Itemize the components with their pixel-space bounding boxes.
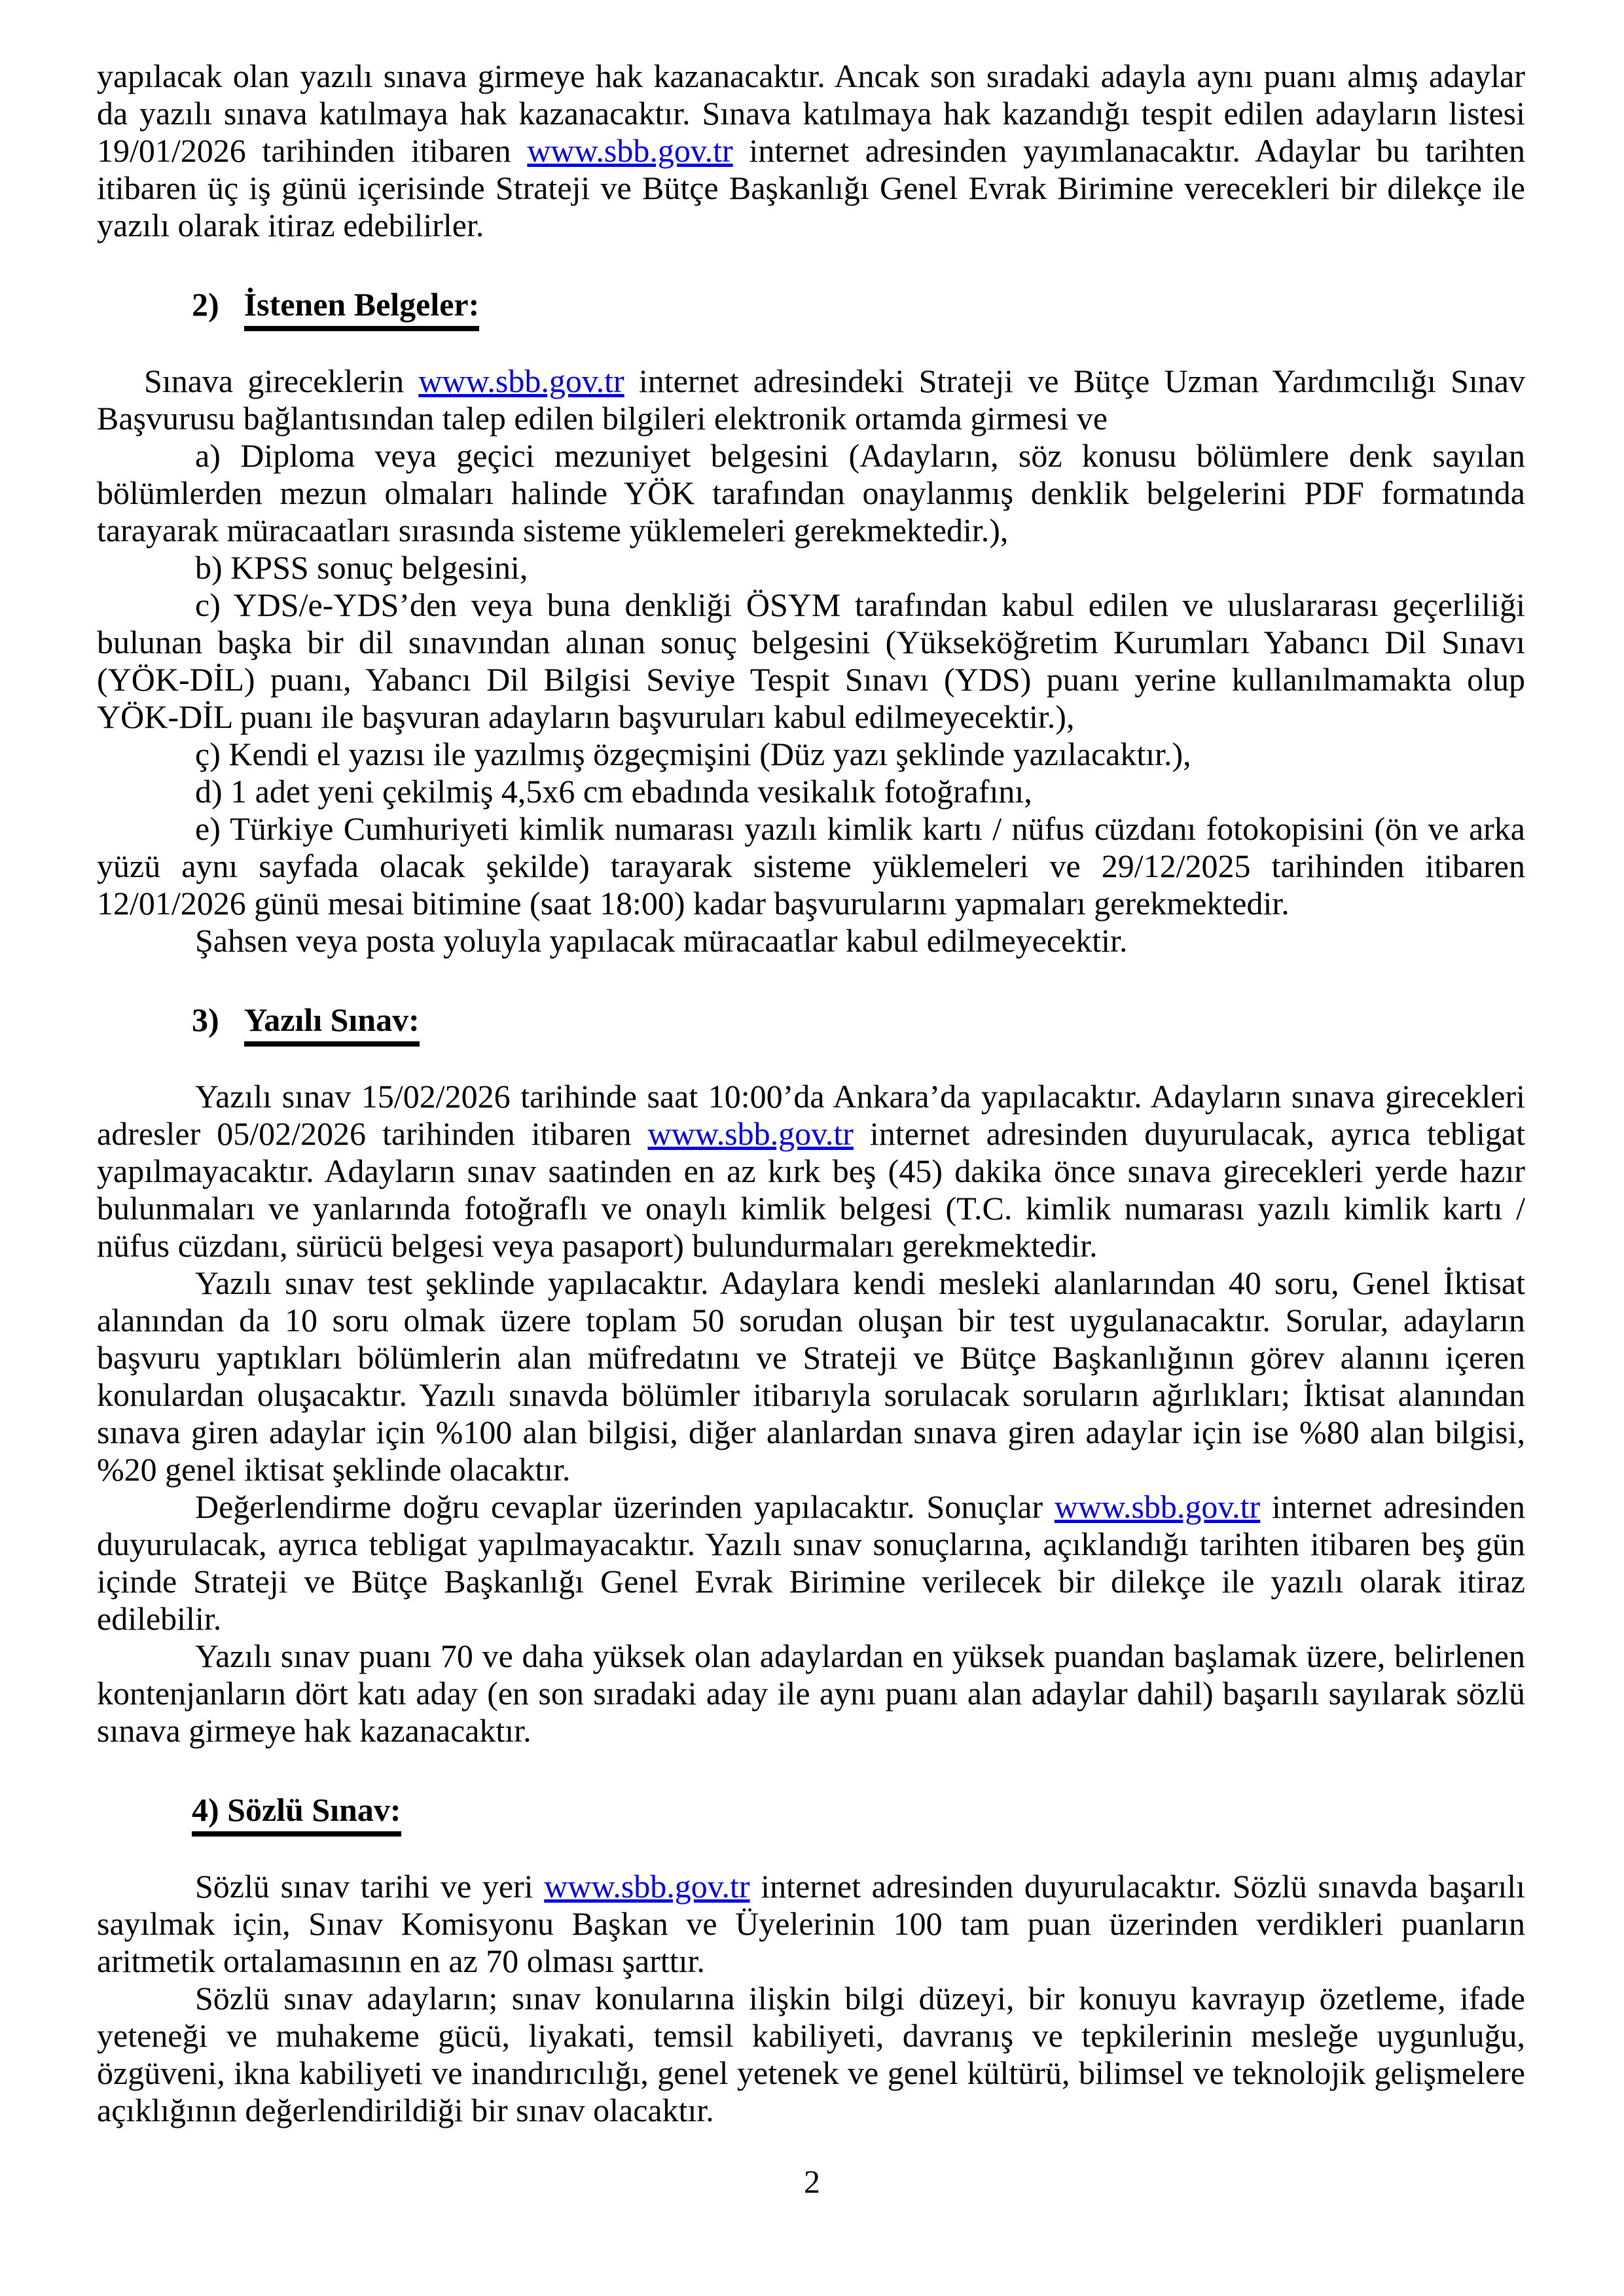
section-heading xyxy=(97,286,1525,323)
section-heading-text: 4) Sözlü Sınav: xyxy=(192,1791,401,1837)
paragraph: ç) Kendi el yazısı ile yazılmış özgeçmişini (Düz yazı şeklinde yazılacaktır.), xyxy=(195,736,1191,772)
paragraph: d) 1 adet yeni çekilmiş 4,5x6 cm ebadında vesikalık fotoğrafını, xyxy=(195,773,1032,810)
link-sbb-gov-tr[interactable]: www.sbb.gov.tr xyxy=(544,1868,750,1905)
paragraph: Değerlendirme doğru cevaplar üzerinden yapılacaktır. Sonuçlar www.sbb.gov.tr internet adresinden duyurulacak, ayrıca tebligat yapılmayacaktır. Yazılı sınav sonuçlarına, açıklandığı tarihten itibaren beş gün içinde Strateji ve Bütçe Başkanlığı Genel Evrak Birimine verilecek bir dilekçe ile yazılı olarak itiraz edilebilir. xyxy=(97,1488,1525,1637)
section-heading-text: İstenen Belgeler: xyxy=(244,286,480,331)
paragraph: Yazılı sınav test şeklinde yapılacaktır. Adaylara kendi mesleki alanlarından 40 soru, Genel İktisat alanından da 10 soru olmak üzere toplam 50 sorudan oluşan bir test uygulanacaktır. Sorular, adayların başvuru yaptıkları bölümlerin alan müfredatını ve Strateji ve Bütçe Başkanlığının görev alanını içeren konulardan oluşacaktır. Yazılı sınavda bölümler itibarıyla sorulacak soruların ağırlıkları; İktisat alanından sınava giren adaylar için %100 alan bilgisi, diğer alanlardan sınava giren adaylar için ise %80 alan bilgisi, %20 genel iktisat şeklinde olacaktır. xyxy=(97,1265,1525,1488)
section-heading-number: 2) xyxy=(192,286,219,323)
section-heading xyxy=(97,1001,1525,1039)
section-heading xyxy=(97,1791,1525,1829)
paragraph: Yazılı sınav 15/02/2026 tarihinde saat 10:00’da Ankara’da yapılacaktır. Adayların sınava girecekleri adresler 05/02/2026 tarihinden itibaren www.sbb.gov.tr internet adresinden duyurulacak, ayrıca tebligat yapılmayacaktır. Adayların sınav saatinden en az kırk beş (45) dakika önce sınava girecekleri yerde hazır bulunmaları ve yanlarında fotoğraflı ve onaylı kimlik belgesi (T.C. kimlik numarası yazılı kimlik kartı / nüfus cüzdanı, sürücü belgesi veya pasaport) bulundurmaları gerekmektedir. xyxy=(97,1078,1525,1264)
paragraph: Sözlü sınav adayların; sınav konularına ilişkin bilgi düzeyi, bir konuyu kavrayıp özetleme, ifade yeteneği ve muhakeme gücü, liyakati, temsil kabiliyeti, davranış ve tepkilerinin mesleğe uygunluğu, özgüveni, ikna kabiliyeti ve inandırıcılığı, genel yetenek ve genel kültürü, bilimsel ve teknolojik gelişmelere açıklığının değerlendirildiği bir sınav olacaktır. xyxy=(97,1980,1525,2128)
paragraph: e) Türkiye Cumhuriyeti kimlik numarası yazılı kimlik kartı / nüfus cüzdanı fotokopisini (ön ve arka yüzü aynı sayfada olacak şekilde) tarayarak sisteme yüklemeleri ve 29/12/2025 tarihinden itibaren 12/01/2026 günü mesai bitimine (saat 18:00) kadar başvurularını yapmaları gerekmektedir. xyxy=(97,810,1525,922)
paragraph: yapılacak olan yazılı sınava girmeye hak kazanacaktır. Ancak son sıradaki adayla aynı puanı almış adaylar da yazılı sınava katılmaya hak kazanacaktır. Sınava katılmaya hak kazandığı tespit edilen adayların listesi 19/01/2026 tarihinden itibaren www.sbb.gov.tr internet adresinden yayımlanacaktır. Adaylar bu tarihten itibaren üç iş günü içerisinde Strateji ve Bütçe Başkanlığı Genel Evrak Birimine verecekleri bir dilekçe ile yazılı olarak itiraz edebilirler. xyxy=(97,58,1525,243)
paragraph: Yazılı sınav puanı 70 ve daha yüksek olan adaylardan en yüksek puandan başlamak üzere, belirlenen kontenjanların dört katı aday (en son sıradaki aday ile aynı puanı alan adaylar dahil) başarılı sayılarak sözlü sınava girmeye hak kazanacaktır. xyxy=(97,1638,1525,1749)
link-sbb-gov-tr[interactable]: www.sbb.gov.tr xyxy=(647,1115,854,1152)
link-sbb-gov-tr[interactable]: www.sbb.gov.tr xyxy=(527,132,733,169)
section-heading-text: Yazılı Sınav: xyxy=(244,1001,420,1047)
link-sbb-gov-tr[interactable]: www.sbb.gov.tr xyxy=(418,363,624,399)
paragraph: a) Diploma veya geçici mezuniyet belgesini (Adayların, söz konusu bölümlere denk sayılan bölümlerden mezun olmaları halinde YÖK tarafından onaylanmış denklik belgelerini PDF formatında tarayarak müracaatları sırasında sisteme yüklemeleri gerekmektedir.), xyxy=(97,437,1525,548)
paragraph: Şahsen veya posta yoluyla yapılacak müracaatlar kabul edilmeyecektir. xyxy=(195,922,1128,959)
section-heading-number: 3) xyxy=(192,1001,219,1038)
document-content xyxy=(97,58,1525,2129)
page-number: 2 xyxy=(804,2163,820,2200)
link-sbb-gov-tr[interactable]: www.sbb.gov.tr xyxy=(1054,1488,1261,1525)
paragraph: b) KPSS sonuç belgesini, xyxy=(195,549,528,586)
paragraph: Sözlü sınav tarihi ve yeri www.sbb.gov.tr internet adresinden duyurulacaktır. Sözlü sınavda başarılı sayılmak için, Sınav Komisyonu Başkan ve Üyelerinin 100 tam puan üzerinden verdikleri puanların aritmetik ortalamasının en az 70 olması şarttır. xyxy=(97,1868,1525,1979)
paragraph: Sınava gireceklerin www.sbb.gov.tr internet adresindeki Strateji ve Bütçe Uzman Yardımcılığı Sınav Başvurusu bağlantısından talep edilen bilgileri elektronik ortamda girmesi ve xyxy=(97,363,1525,437)
paragraph: c) YDS/e-YDS’den veya buna denkliği ÖSYM tarafından kabul edilen ve uluslararası geçerliliği bulunan başka bir dil sınavından alınan sonuç belgesini (Yükseköğretim Kurumları Yabancı Dil Sınavı (YÖK-DİL) puanı, Yabancı Dil Bilgisi Seviye Tespit Sınavı (YDS) puanı yerine kullanılmamakta olup YÖK-DİL puanı ile başvuran adayların başvuruları kabul edilmeyecektir.), xyxy=(97,586,1525,735)
